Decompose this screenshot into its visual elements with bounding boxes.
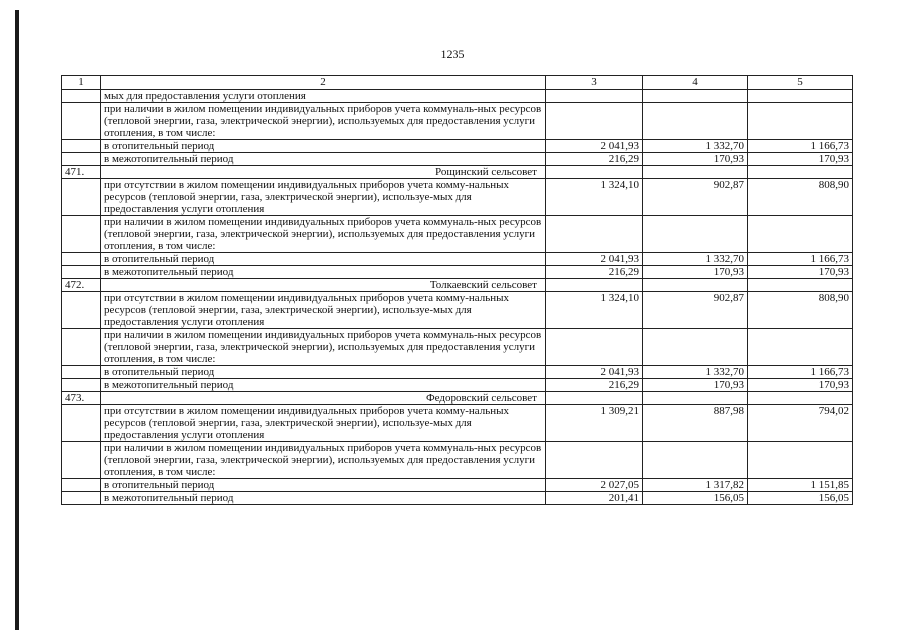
value-col-4-cell: 1 332,70 bbox=[643, 366, 748, 379]
value-col-3-cell: 216,29 bbox=[546, 379, 643, 392]
value-col-4-cell: 170,93 bbox=[643, 379, 748, 392]
table-row bbox=[62, 90, 853, 103]
value-col-3-cell: 1 324,10 bbox=[546, 179, 643, 216]
value-col-4-cell: 170,93 bbox=[643, 153, 748, 166]
row-description-cell: мых для предоставления услуги отопления bbox=[101, 90, 546, 103]
scan-edge-line bbox=[15, 10, 19, 630]
row-number-cell: 472. bbox=[62, 279, 101, 292]
table-row bbox=[62, 179, 853, 216]
row-number-cell: 473. bbox=[62, 392, 101, 405]
value-col-4-cell bbox=[643, 279, 748, 292]
header-col-3: 3 bbox=[546, 76, 643, 90]
row-number-cell bbox=[62, 216, 101, 253]
row-number-cell bbox=[62, 366, 101, 379]
value-col-4-cell bbox=[643, 392, 748, 405]
row-number-cell bbox=[62, 140, 101, 153]
value-col-3-cell bbox=[546, 90, 643, 103]
table-row bbox=[62, 379, 853, 392]
row-description-cell: в отопительный период bbox=[101, 479, 546, 492]
value-col-5-cell: 1 151,85 bbox=[748, 479, 853, 492]
row-description-cell: при отсутствии в жилом помещении индивидуальных приборов учета комму-нальных ресурсов (тепловой энергии, газа, электрической энергии), используе-мых для предоставления услуги отопления bbox=[101, 405, 546, 442]
row-description-cell: Федоровский сельсовет bbox=[101, 392, 546, 405]
row-description-cell: при наличии в жилом помещении индивидуальных приборов учета коммуналь-ных ресурсов (тепловой энергии, газа, электрической энергии), используемых для предоставления услуги отопления, в том числе: bbox=[101, 442, 546, 479]
value-col-5-cell: 170,93 bbox=[748, 266, 853, 279]
table-row bbox=[62, 329, 853, 366]
table-row bbox=[62, 216, 853, 253]
value-col-5-cell: 1 166,73 bbox=[748, 140, 853, 153]
row-description-cell: в отопительный период bbox=[101, 140, 546, 153]
value-col-4-cell: 1 332,70 bbox=[643, 140, 748, 153]
value-col-4-cell bbox=[643, 90, 748, 103]
value-col-3-cell bbox=[546, 329, 643, 366]
value-col-3-cell: 201,41 bbox=[546, 492, 643, 505]
value-col-4-cell: 170,93 bbox=[643, 266, 748, 279]
row-description-cell: при отсутствии в жилом помещении индивидуальных приборов учета комму-нальных ресурсов (тепловой энергии, газа, электрической энергии), используе-мых для предоставления услуги отопления bbox=[101, 292, 546, 329]
value-col-4-cell: 887,98 bbox=[643, 405, 748, 442]
row-description-cell: при наличии в жилом помещении индивидуальных приборов учета коммуналь-ных ресурсов (тепловой энергии, газа, электрической энергии), используемых для предоставления услуги отопления, в том числе: bbox=[101, 329, 546, 366]
row-description-cell: в отопительный период bbox=[101, 253, 546, 266]
value-col-3-cell bbox=[546, 166, 643, 179]
value-col-5-cell bbox=[748, 279, 853, 292]
value-col-5-cell: 170,93 bbox=[748, 379, 853, 392]
value-col-5-cell: 156,05 bbox=[748, 492, 853, 505]
row-number-cell bbox=[62, 379, 101, 392]
value-col-5-cell bbox=[748, 90, 853, 103]
value-col-3-cell: 2 027,05 bbox=[546, 479, 643, 492]
row-description-cell: в межотопительный период bbox=[101, 153, 546, 166]
value-col-3-cell: 216,29 bbox=[546, 153, 643, 166]
row-number-cell bbox=[62, 479, 101, 492]
section-row bbox=[62, 392, 853, 405]
row-description-cell: Рощинский сельсовет bbox=[101, 166, 546, 179]
value-col-3-cell: 2 041,93 bbox=[546, 253, 643, 266]
table-row bbox=[62, 140, 853, 153]
row-number-cell bbox=[62, 103, 101, 140]
table-row bbox=[62, 405, 853, 442]
header-col-2: 2 bbox=[101, 76, 546, 90]
value-col-5-cell: 1 166,73 bbox=[748, 253, 853, 266]
row-description-cell: при наличии в жилом помещении индивидуальных приборов учета коммуналь-ных ресурсов (тепловой энергии, газа, электрической энергии), используемых для предоставления услуги отопления, в том числе: bbox=[101, 103, 546, 140]
row-description-cell: в отопительный период bbox=[101, 366, 546, 379]
row-number-cell bbox=[62, 253, 101, 266]
value-col-3-cell bbox=[546, 442, 643, 479]
value-col-3-cell bbox=[546, 216, 643, 253]
value-col-3-cell bbox=[546, 103, 643, 140]
value-col-4-cell: 1 317,82 bbox=[643, 479, 748, 492]
row-number-cell bbox=[62, 405, 101, 442]
page-number: 1235 bbox=[440, 47, 465, 61]
value-col-3-cell bbox=[546, 279, 643, 292]
value-col-3-cell: 216,29 bbox=[546, 266, 643, 279]
row-number-cell bbox=[62, 153, 101, 166]
row-description-cell: Толкаевский сельсовет bbox=[101, 279, 546, 292]
section-row bbox=[62, 279, 853, 292]
value-col-5-cell: 170,93 bbox=[748, 153, 853, 166]
value-col-3-cell bbox=[546, 392, 643, 405]
value-col-5-cell bbox=[748, 103, 853, 140]
row-number-cell bbox=[62, 442, 101, 479]
row-number-cell bbox=[62, 90, 101, 103]
header-col-4: 4 bbox=[643, 76, 748, 90]
table-row bbox=[62, 103, 853, 140]
value-col-3-cell: 1 324,10 bbox=[546, 292, 643, 329]
value-col-5-cell: 808,90 bbox=[748, 179, 853, 216]
table-row bbox=[62, 266, 853, 279]
row-number-cell bbox=[62, 492, 101, 505]
value-col-3-cell: 2 041,93 bbox=[546, 366, 643, 379]
header-col-1: 1 bbox=[62, 76, 101, 90]
value-col-5-cell bbox=[748, 216, 853, 253]
row-description-cell: в межотопительный период bbox=[101, 266, 546, 279]
value-col-5-cell bbox=[748, 329, 853, 366]
table-row bbox=[62, 153, 853, 166]
row-number-cell: 471. bbox=[62, 166, 101, 179]
value-col-5-cell: 794,02 bbox=[748, 405, 853, 442]
value-col-3-cell: 1 309,21 bbox=[546, 405, 643, 442]
value-col-4-cell bbox=[643, 442, 748, 479]
value-col-4-cell bbox=[643, 103, 748, 140]
value-col-5-cell bbox=[748, 166, 853, 179]
table-row bbox=[62, 492, 853, 505]
value-col-5-cell bbox=[748, 392, 853, 405]
value-col-4-cell: 1 332,70 bbox=[643, 253, 748, 266]
value-col-5-cell: 808,90 bbox=[748, 292, 853, 329]
table-row bbox=[62, 292, 853, 329]
value-col-5-cell bbox=[748, 442, 853, 479]
row-description-cell: при отсутствии в жилом помещении индивидуальных приборов учета комму-нальных ресурсов (тепловой энергии, газа, электрической энергии), используе-мых для предоставления услуги отопления bbox=[101, 179, 546, 216]
value-col-4-cell: 156,05 bbox=[643, 492, 748, 505]
row-description-cell: при наличии в жилом помещении индивидуальных приборов учета коммуналь-ных ресурсов (тепловой энергии, газа, электрической энергии), используемых для предоставления услуги отопления, в том числе: bbox=[101, 216, 546, 253]
row-number-cell bbox=[62, 179, 101, 216]
tariff-table bbox=[61, 75, 853, 505]
value-col-4-cell bbox=[643, 166, 748, 179]
table-header-row bbox=[62, 76, 853, 90]
value-col-4-cell bbox=[643, 329, 748, 366]
row-number-cell bbox=[62, 266, 101, 279]
table-row bbox=[62, 442, 853, 479]
row-description-cell: в межотопительный период bbox=[101, 379, 546, 392]
table-row bbox=[62, 479, 853, 492]
value-col-5-cell: 1 166,73 bbox=[748, 366, 853, 379]
row-description-cell: в межотопительный период bbox=[101, 492, 546, 505]
table-row bbox=[62, 366, 853, 379]
row-number-cell bbox=[62, 329, 101, 366]
value-col-4-cell bbox=[643, 216, 748, 253]
value-col-3-cell: 2 041,93 bbox=[546, 140, 643, 153]
value-col-4-cell: 902,87 bbox=[643, 179, 748, 216]
header-col-5: 5 bbox=[748, 76, 853, 90]
value-col-4-cell: 902,87 bbox=[643, 292, 748, 329]
row-number-cell bbox=[62, 292, 101, 329]
section-row bbox=[62, 166, 853, 179]
table-row bbox=[62, 253, 853, 266]
